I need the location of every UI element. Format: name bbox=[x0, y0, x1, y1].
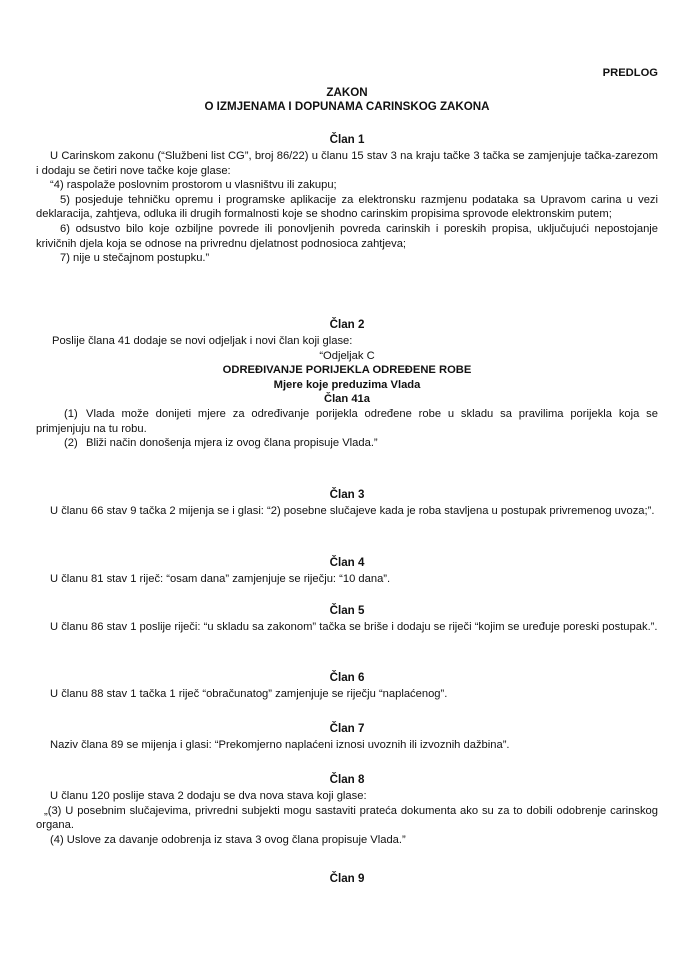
article-3-body bbox=[36, 504, 658, 519]
article-6-body bbox=[36, 687, 658, 702]
article-8-body bbox=[36, 789, 658, 847]
article-8-para-4: (4) Uslove za davanje odobrenja iz stava 3 ovog člana propisuje Vlada.” bbox=[50, 833, 406, 846]
article-7-heading: Član 7 bbox=[329, 722, 365, 735]
article-1-body bbox=[36, 149, 658, 266]
article-9-heading: Član 9 bbox=[329, 872, 365, 885]
article-1-item-5: 5) posjeduje tehničku opremu i programske aplikacije za elektronsku razmjenu podataka sa Upravom carina u vezi deklaracija, zahtjeva, odluka ili drugih formalnosti koje se shodno carinskim propisima sprovode elektronskim putem; bbox=[36, 193, 658, 221]
article-5-body bbox=[36, 620, 658, 635]
item-number: (1) bbox=[64, 407, 78, 420]
article-8-intro: U članu 120 poslije stava 2 dodaju se dva nova stava koji glase: bbox=[50, 790, 367, 802]
article-41a-item-1 bbox=[36, 407, 658, 436]
article-1-item-6: 6) odsustvo bilo koje ozbiljne povrede ili ponovljenih povreda carinskih i poreskih propisa, uključujući nepostojanje krivičnih djela koja se odnose na privrednu djelatnost podnosioca zahtjeva; bbox=[36, 222, 658, 250]
article-7-text: Naziv člana 89 se mijenja i glasi: “Prekomjerno naplaćeni iznosi uvoznih ili izvoznih dažbina”. bbox=[50, 739, 510, 751]
item-text: Vlada može donijeti mjere za određivanje porijekla određene robe u skladu sa pravilima porijekla koja se primjenjuju na tu robu. bbox=[36, 407, 658, 435]
article-6-text: U članu 88 stav 1 tačka 1 riječ “obračunatog” zamjenjuje se riječju “naplaćenog”. bbox=[50, 688, 448, 700]
article-3-heading: Član 3 bbox=[329, 488, 365, 501]
article-3-text: U članu 66 stav 9 tačka 2 mijenja se i glasi: “2) posebne slučajeve kada je roba stavljena u postupak privremenog uvoza;”. bbox=[50, 505, 655, 517]
article-2-section: “Odjeljak C bbox=[319, 349, 375, 362]
article-41a-heading: Član 41a bbox=[323, 393, 371, 406]
law-title: ZAKON bbox=[326, 86, 368, 99]
article-1-heading: Član 1 bbox=[329, 133, 365, 146]
article-2-section-title: ODREĐIVANJE PORIJEKLA ODREĐENE ROBE bbox=[222, 364, 472, 377]
article-4-body bbox=[36, 572, 658, 587]
article-4-heading: Član 4 bbox=[329, 556, 365, 569]
law-subtitle: O IZMJENAMA I DOPUNAMA CARINSKOG ZAKONA bbox=[204, 100, 490, 113]
article-1-item-4: “4) raspolaže poslovnim prostorom u vlasništvu ili zakupu; bbox=[50, 179, 337, 192]
item-number: (2) bbox=[64, 437, 78, 450]
article-7-body bbox=[36, 738, 658, 753]
article-6-heading: Član 6 bbox=[329, 671, 365, 684]
article-2-subtitle: Mjere koje preduzima Vlada bbox=[273, 378, 421, 391]
article-1-para: U Carinskom zakonu (“Službeni list CG”, broj 86/22) u članu 15 stav 3 na kraju tačke 3 tačka se zamjenjuje tačka-zarezom i dodaju se četiri nove tačke koje glase: bbox=[36, 150, 658, 177]
predlog-label: PREDLOG bbox=[602, 67, 658, 79]
article-2-heading: Član 2 bbox=[329, 318, 365, 331]
article-2-body bbox=[36, 334, 658, 451]
article-1-item-7: 7) nije u stečajnom postupku.” bbox=[60, 252, 210, 265]
item-text: Bliži način donošenja mjera iz ovog člana propisuje Vlada.” bbox=[86, 437, 378, 450]
article-4-text: U članu 81 stav 1 riječ: “osam dana” zamjenjuje se riječju: “10 dana”. bbox=[50, 573, 391, 585]
article-41a-item-2 bbox=[36, 436, 658, 451]
article-2-intro: Poslije člana 41 dodaje se novi odjeljak i novi član koji glase: bbox=[52, 335, 353, 347]
article-5-heading: Član 5 bbox=[329, 604, 365, 617]
article-8-heading: Član 8 bbox=[329, 773, 365, 786]
article-5-text: U članu 86 stav 1 poslije riječi: “u skladu sa zakonom” tačka se briše i dodaju se riječi “kojim se uređuje poreski postupak.”. bbox=[50, 621, 658, 633]
article-8-para-3: „(3) U posebnim slučajevima, privredni subjekti mogu sastaviti prateća dokumenta ako su za to dobili odobrenje carinskog organa. bbox=[36, 804, 658, 832]
